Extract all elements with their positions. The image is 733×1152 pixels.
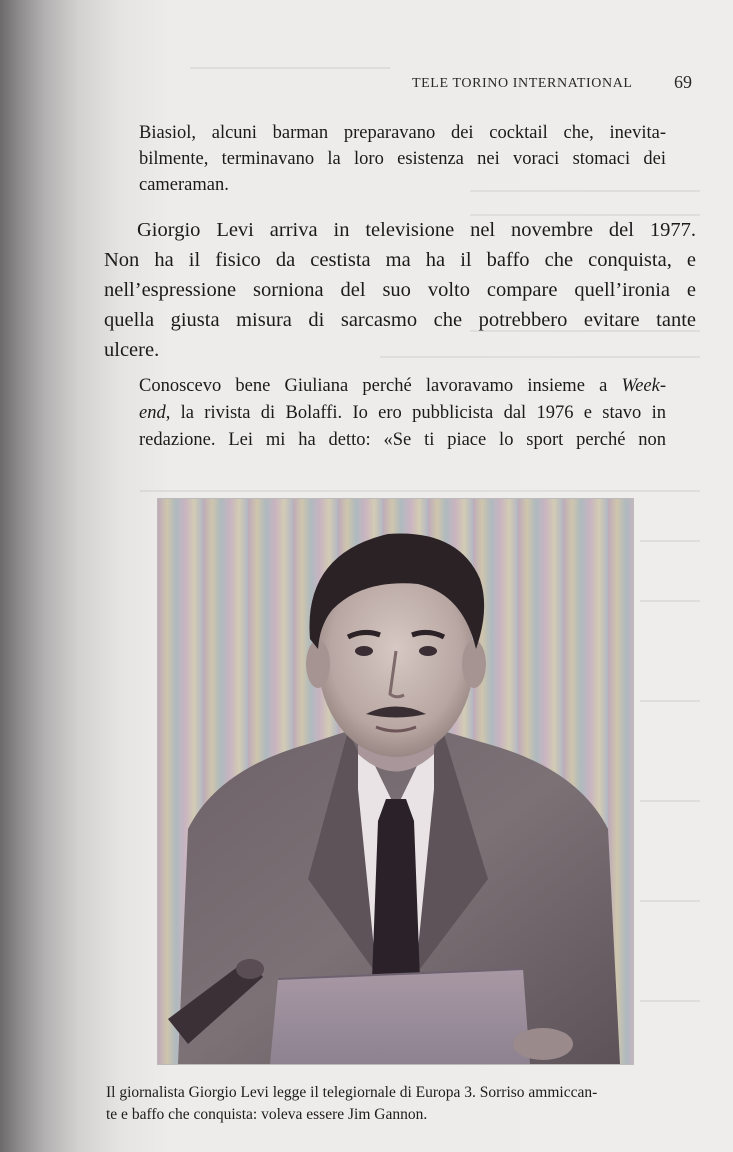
paragraph-line: ulcere. — [104, 339, 160, 361]
paragraph-line: redazione. Lei mi ha detto: «Se ti piace lo sport perché non — [139, 430, 666, 450]
italic-run: Week- — [621, 376, 666, 396]
paragraph-2 — [104, 215, 696, 365]
caption-line: Il giornalista Giorgio Levi legge il telegiornale di Europa 3. Sorriso ammiccan- — [106, 1084, 598, 1101]
page-number: 69 — [674, 72, 692, 92]
paragraph-line: Non ha il fisico da cestista ma ha il baffo che conquista, e — [104, 249, 696, 271]
paragraph-line — [139, 373, 666, 400]
caption-line: te e baffo che conquista: voleva essere Jim Gannon. — [106, 1106, 428, 1123]
paragraph-line: Giorgio Levi arriva in televisione nel novembre del 1977. — [137, 219, 696, 241]
paragraph-line — [139, 400, 666, 427]
italic-run: end — [139, 403, 166, 423]
figure-caption — [106, 1082, 686, 1126]
paragraph-1 — [139, 120, 666, 198]
paragraph-line: quella giusta misura di sarcasmo che potrebbero evitare tante — [104, 309, 696, 331]
text-run: , la rivista di Bolaffi. Io ero pubblicista dal 1976 e stavo in — [165, 403, 666, 423]
paragraph-line: cameraman. — [139, 175, 229, 195]
text-run: Conoscevo bene Giuliana perché lavoravamo insieme a — [139, 376, 622, 396]
paragraph-line: bilmente, terminavano la loro esistenza nei voraci stomaci dei — [139, 149, 666, 169]
paragraph-line: nell’espressione sorniona del suo volto compare quell’ironia e — [104, 279, 696, 301]
running-head: TELE TORINO INTERNATIONAL — [412, 76, 633, 91]
paragraph-3 — [139, 373, 666, 454]
paragraph-line: Biasiol, alcuni barman preparavano dei cocktail che, inevita- — [139, 123, 666, 143]
anchorman-photo — [158, 499, 633, 1064]
